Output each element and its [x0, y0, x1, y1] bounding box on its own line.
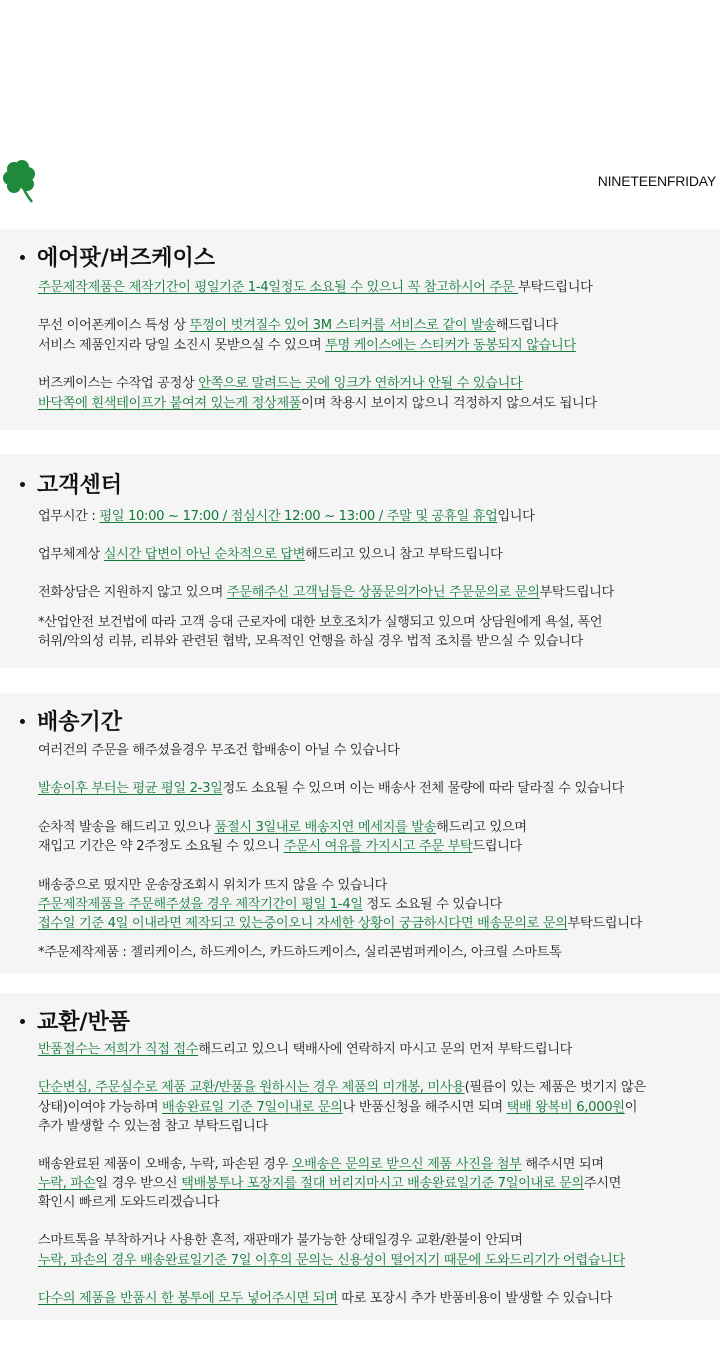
- highlight-text: 누락, 파손: [38, 1176, 96, 1191]
- plain-text: 순차적 발송을 해드리고 있으나: [38, 820, 215, 835]
- plain-text: 추가 발생할 수 있는점 참고 부탁드립니다: [38, 1119, 268, 1134]
- notice-line: [38, 1118, 268, 1136]
- plain-text: 주시면: [583, 1176, 622, 1191]
- notice-line: [38, 546, 502, 564]
- notice-line: [38, 633, 583, 651]
- highlight-text: 접수일 기준 4일 이내라면 제작되고 있는중이오니 자세한 상황이 궁금하시다면 배송문의로 문의: [38, 916, 568, 931]
- plain-text: 정도 소요될 수 있으며 이는 배송사 전체 물량에 따라 달라질 수 있습니다: [222, 781, 625, 796]
- highlight-text: 발송이후 부터는 평균 평일 2-3일: [38, 781, 223, 796]
- notice-line: [38, 1194, 219, 1212]
- notice-line: [38, 819, 527, 837]
- notice-line: [38, 896, 502, 914]
- section-title: 에어팟/버즈케이스: [20, 241, 215, 272]
- bullet-icon: [20, 719, 25, 724]
- bullet-icon: [20, 482, 25, 487]
- plain-text: 일 경우 받으신: [95, 1176, 182, 1191]
- notice-line: [38, 780, 624, 798]
- plain-text: 업무체계상: [38, 547, 104, 562]
- header: [0, 0, 720, 222]
- notice-line: [38, 317, 558, 335]
- bullet-icon: [20, 255, 25, 260]
- notice-line: [38, 508, 535, 526]
- notice-line: [38, 915, 642, 933]
- plain-text: 확인시 빠르게 도와드리겠습니다: [38, 1195, 220, 1210]
- clover-icon: [2, 158, 40, 204]
- notice-line: [38, 614, 602, 632]
- plain-text: 업무시간 :: [38, 509, 100, 524]
- highlight-text: 오배송은 문의로 받으신 제품 사진을 첨부: [291, 1157, 522, 1172]
- plain-text: 해드립니다: [495, 318, 558, 333]
- plain-text: 재입고 기간은 약 2주정도 소요될 수 있으니: [38, 839, 284, 854]
- plain-text: 해주시면 되며: [521, 1157, 604, 1172]
- plain-text: 허위/악의성 리뷰, 리뷰와 관련된 협박, 모욕적인 언행을 하실 경우 법적 조치를 받으실 수 있습니다: [38, 634, 583, 649]
- highlight-text: 뚜껑이 벗겨질수 있어 3M 스티커를 서비스로 같이 발송: [189, 318, 496, 333]
- highlight-text: 평일 10:00 ~ 17:00 / 점심시간 12:00 ~ 13:00 / 주말 및 공휴일 휴업: [99, 509, 498, 524]
- plain-text: *산업안전 보건법에 따라 고객 응대 근로자에 대한 보호조치가 실행되고 있으며 상담원에게 욕설, 폭언: [38, 615, 603, 630]
- notice-line: [38, 395, 597, 413]
- section-customer-center: [0, 454, 720, 668]
- notice-line: [38, 1156, 604, 1174]
- section-delivery-period: [0, 693, 720, 973]
- notice-line: [38, 1290, 612, 1308]
- highlight-text: 품절시 3일내로 배송지연 메세지를 발송: [214, 820, 437, 835]
- highlight-text: 투명 케이스에는 스티커가 동봉되지 않습니다: [325, 338, 576, 353]
- notice-line: [38, 584, 614, 602]
- highlight-text: 주문해주신 고객님들은 상품문의가아닌 주문문의로 문의: [226, 585, 540, 600]
- notice-line: [38, 944, 561, 962]
- notice-line: [38, 877, 387, 895]
- notice-line: [38, 1252, 625, 1270]
- highlight-text: 단순변심, 주문실수로 제품 교환/반품을 원하시는 경우 제품의 미개봉, 미사용: [38, 1080, 465, 1095]
- plain-text: 서비스 제품인지라 당일 소진시 못받으실 수 있으며: [38, 338, 326, 353]
- plain-text: 해드리고 있으니 참고 부탁드립니다: [305, 547, 503, 562]
- plain-text: 정도 소요될 수 있습니다: [362, 897, 502, 912]
- notice-line: [38, 742, 399, 760]
- plain-text: 버즈케이스는 수작업 공정상: [38, 376, 199, 391]
- section-airpods-buds-case: [0, 229, 720, 430]
- plain-text: 부탁드립니다: [539, 585, 614, 600]
- notice-line: [38, 1041, 572, 1059]
- plain-text: 무선 이어폰케이스 특성 상: [38, 318, 190, 333]
- section-title: 고객센터: [20, 468, 122, 499]
- plain-text: 따로 포장시 추가 반품비용이 발생할 수 있습니다: [337, 1291, 613, 1306]
- plain-text: 상태)이여야 가능하며: [38, 1100, 162, 1115]
- plain-text: 입니다: [497, 509, 535, 524]
- plain-text: 배송중으로 떴지만 운송장조회시 위치가 뜨지 않을 수 있습니다: [38, 878, 388, 893]
- highlight-text: 배송완료일 기준 7일이내로 문의: [161, 1100, 343, 1115]
- plain-text: 이: [624, 1100, 638, 1115]
- plain-text: (필름이 있는 제품은 벗기지 않은: [464, 1080, 646, 1095]
- notice-line: [38, 279, 592, 297]
- highlight-text: 주문제작제품은 제작기간이 평일기준 1-4일정도 소요될 수 있으니 꼭 참고하시어 주문: [38, 280, 519, 295]
- notice-line: [38, 337, 576, 355]
- plain-text: 부탁드립니다: [567, 916, 642, 931]
- bullet-icon: [20, 1019, 25, 1024]
- plain-text: 해드리고 있으며: [436, 820, 527, 835]
- highlight-text: 택배 왕복비 6,000원: [506, 1100, 625, 1115]
- section-title: 교환/반품: [20, 1005, 130, 1036]
- highlight-text: 반품접수는 저희가 직접 접수: [38, 1042, 199, 1057]
- plain-text: 전화상담은 지원하지 않고 있으며: [38, 585, 227, 600]
- plain-text: 해드리고 있으니 택배사에 연락하지 마시고 문의 먼저 부탁드립니다: [198, 1042, 572, 1057]
- highlight-text: 다수의 제품을 반품시 한 봉투에 모두 넣어주시면 되며: [38, 1291, 338, 1306]
- section-title: 배송기간: [20, 705, 122, 736]
- highlight-text: 실시간 답변이 아닌 순차적으로 답변: [103, 547, 306, 562]
- plain-text: 드립니다: [472, 839, 522, 854]
- section-exchange-return: [0, 993, 720, 1320]
- highlight-text: 바닥쪽에 흰색테이프가 붙여져 있는게 정상제품: [38, 396, 302, 411]
- notice-line: [38, 838, 522, 856]
- highlight-text: 주문제작제품을 주문해주셨을 경우 제작기간이 평일 1-4일: [38, 897, 363, 912]
- notice-line: [38, 375, 522, 393]
- plain-text: 배송완료된 제품이 오배송, 누락, 파손된 경우: [38, 1157, 292, 1172]
- notice-line: [38, 1175, 621, 1193]
- highlight-text: 택배봉투나 포장지를 절대 버리지마시고 배송완료일기준 7일이내로 문의: [181, 1176, 584, 1191]
- plain-text: *주문제작제품 : 젤리케이스, 하드케이스, 카드하드케이스, 실리콘범퍼케이스, 아크릴 스마트톡: [38, 945, 562, 960]
- brand-name: NINETEENFRIDAY: [597, 173, 716, 189]
- notice-line: [38, 1099, 637, 1117]
- plain-text: 나 반품신청을 해주시면 되며: [342, 1100, 507, 1115]
- notice-line: [38, 1232, 523, 1250]
- highlight-text: 주문시 여유를 가지시고 주문 부탁: [283, 839, 473, 854]
- notice-line: [38, 1079, 646, 1097]
- plain-text: 스마트톡을 부착하거나 사용한 흔적, 재판매가 불가능한 상태일경우 교환/환불이 안되며: [38, 1233, 523, 1248]
- plain-text: 부탁드립니다: [518, 280, 593, 295]
- highlight-text: 누락, 파손의 경우 배송완료일기준 7일 이후의 문의는 신용성이 떨어지기 때문에 도와드리기가 어렵습니다: [38, 1253, 625, 1268]
- plain-text: 이며 착용시 보이지 않으니 걱정하지 않으셔도 됩니다: [301, 396, 597, 411]
- highlight-text: 안쪽으로 말려드는 곳에 잉크가 연하거나 안될 수 있습니다: [198, 376, 523, 391]
- plain-text: 여러건의 주문을 해주셨을경우 무조건 합배송이 아닐 수 있습니다: [38, 743, 400, 758]
